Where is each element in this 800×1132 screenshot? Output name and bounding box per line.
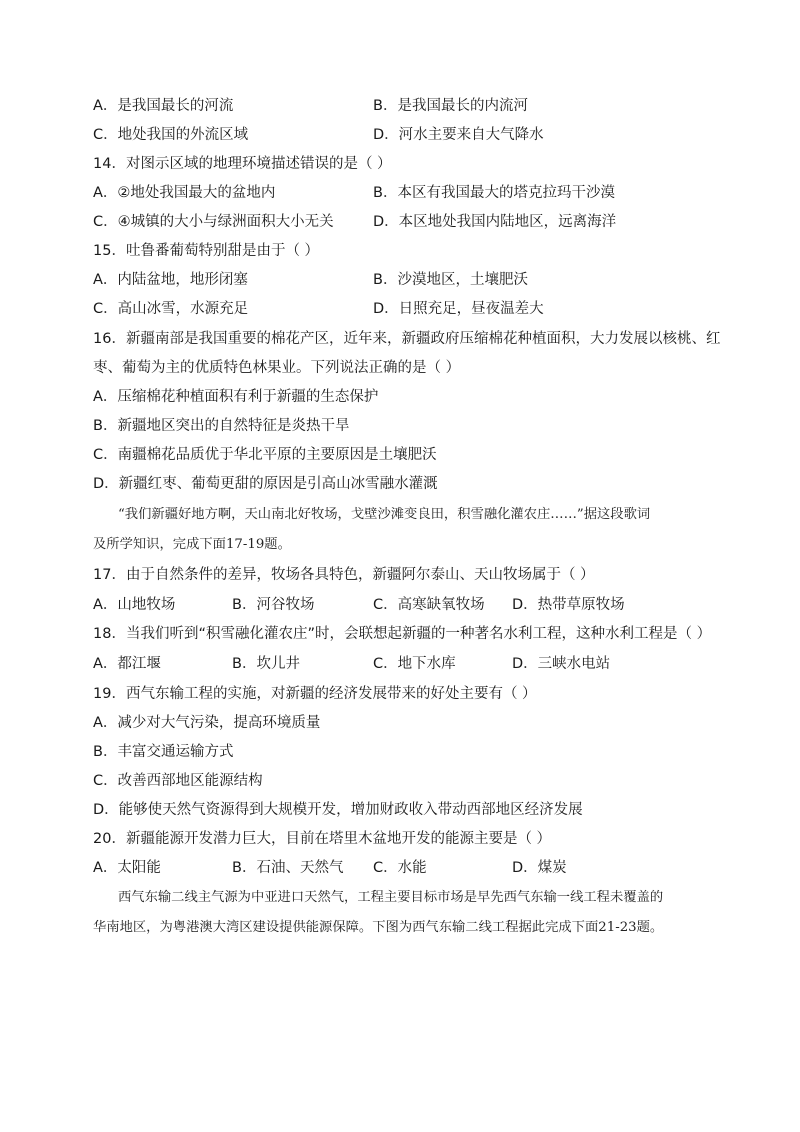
q16-option-b: B．新疆地区突出的自然特征是炎热干旱: [93, 418, 350, 434]
q14-option-b: B．本区有我国最大的塔克拉玛干沙漠: [373, 185, 615, 201]
q15-option-b: B．沙漠地区，土壤肥沃: [373, 272, 528, 288]
q18-option-c: C．地下水库: [373, 656, 456, 672]
q15-option-a: A．内陆盆地，地形闭塞: [93, 272, 248, 288]
q20-option-d: D．煤炭: [512, 860, 567, 876]
passage1-line1: “我们新疆好地方啊，天山南北好牧场，戈壁沙滩变良田，积雪融化灌农庄……”据这段歌词: [118, 507, 651, 522]
passage2-line2: 华南地区，为粤港澳大湾区建设提供能源保障。下图为西气东输二线工程据此完成下面21-23题。: [93, 920, 664, 935]
q14-option-a: A．②地处我国最大的盆地内: [93, 185, 276, 201]
q19-option-c: C．改善西部地区能源结构: [93, 773, 263, 789]
q15-option-c: C．高山冰雪，水源充足: [93, 301, 249, 317]
q14-stem: 14．对图示区域的地理环境描述错误的是（ ）: [93, 156, 392, 172]
q17-stem: 17．由于自然条件的差异，牧场各具特色，新疆阿尔泰山、天山牧场属于（ ）: [93, 567, 595, 583]
q14-option-d: D．本区地处我国内陆地区，远离海洋: [373, 214, 617, 230]
passage1-line2: 及所学知识，完成下面17-19题。: [93, 537, 291, 552]
q17-option-b: B．河谷牧场: [232, 597, 315, 613]
q13-option-c: C．地处我国的外流区域: [93, 127, 249, 143]
q16-stem-line2: 枣、葡萄为主的优质特色林果业。下列说法正确的是（ ）: [93, 360, 461, 376]
q18-option-b: B．坎儿井: [232, 656, 300, 672]
q16-stem-line1: 16．新疆南部是我国重要的棉花产区，近年来，新疆政府压缩棉花种植面积，大力发展以核桃、红: [93, 331, 721, 347]
q19-option-d: D．能够使天然气资源得到大规模开发，增加财政收入带动西部地区经济发展: [93, 802, 583, 818]
q15-option-d: D．日照充足，昼夜温差大: [373, 301, 544, 317]
passage2-line1: 西气东输二线主气源为中亚进口天然气，工程主要目标市场是早先西气东输一线工程未覆盖的: [118, 890, 664, 905]
q17-option-d: D．热带草原牧场: [512, 597, 625, 613]
q18-stem: 18．当我们听到“积雪融化灌农庄”时，会联想起新疆的一种著名水利工程，这种水利工程是（ ）: [93, 626, 712, 642]
q15-stem: 15．吐鲁番葡萄特别甜是由于（ ）: [93, 243, 320, 259]
q17-option-c: C．高寒缺氧牧场: [373, 597, 485, 613]
q16-option-c: C．南疆棉花品质优于华北平原的主要原因是土壤肥沃: [93, 447, 437, 463]
q18-option-d: D．三峡水电站: [512, 656, 611, 672]
q14-option-c: C．④城镇的大小与绿洲面积大小无关: [93, 214, 334, 230]
q13-option-a: A．是我国最长的河流: [93, 98, 234, 114]
q16-option-a: A．压缩棉花种植面积有利于新疆的生态保护: [93, 389, 379, 405]
q20-option-b: B．石油、天然气: [232, 860, 344, 876]
q19-option-a: A．减少对大气污染，提高环境质量: [93, 715, 321, 731]
q16-option-d: D．新疆红枣、葡萄更甜的原因是引高山冰雪融水灌溉: [93, 476, 438, 492]
q20-option-a: A．太阳能: [93, 860, 161, 876]
q17-option-a: A．山地牧场: [93, 597, 176, 613]
q13-option-b: B．是我国最长的内流河: [373, 98, 528, 114]
q19-stem: 19．西气东输工程的实施，对新疆的经济发展带来的好处主要有（ ）: [93, 686, 537, 702]
q13-option-d: D．河水主要来自大气降水: [373, 127, 544, 143]
q18-option-a: A．都江堰: [93, 656, 161, 672]
q19-option-b: B．丰富交通运输方式: [93, 744, 234, 760]
q20-stem: 20．新疆能源开发潜力巨大，目前在塔里木盆地开发的能源主要是（ ）: [93, 831, 552, 847]
q20-option-c: C．水能: [373, 860, 427, 876]
